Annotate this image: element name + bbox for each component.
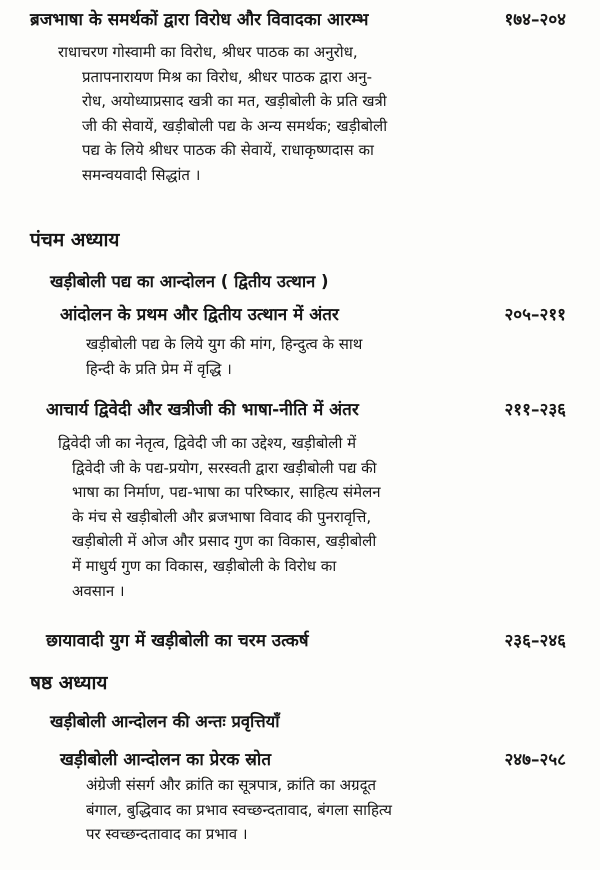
summary-line: अवसान ।	[72, 581, 125, 600]
section-heading: ब्रजभाषा के समर्थकों द्वारा विरोध और विवादका आरम्भ	[30, 10, 369, 30]
page-range: २४७–२५८	[504, 750, 566, 770]
summary-line: राधाचरण गोस्वामी का विरोध, श्रीधर पाठक का अनुरोध,	[58, 43, 358, 61]
entry-summary	[58, 431, 381, 603]
chapter-subtitle: खड़ीबोली पद्य का आन्दोलन ( द्वितीय उत्थान )	[50, 272, 329, 291]
entry-heading: आचार्य द्विवेदी और खत्रीजी की भाषा-नीति में अंतर	[46, 400, 359, 420]
entry-heading: खड़ीबोली आन्दोलन का प्रेरक स्रोत	[60, 750, 272, 770]
entry-summary	[86, 332, 362, 381]
summary-line: द्विवेदी जी के पद्य-प्रयोग, सरस्वती द्वारा खड़ीबोली पद्य की	[72, 458, 377, 477]
summary-line: में माधुर्य गुण का विकास, खड़ीबोली के विरोध का	[72, 556, 337, 575]
summary-line: समन्वयवादी सिद्धांत ।	[82, 165, 201, 184]
summary-line: जी की सेवायें, खड़ीबोली पद्य के अन्य समर्थक; खड़ीबोली	[82, 116, 388, 135]
chapter-title: षष्ठ अध्याय	[30, 672, 108, 694]
summary-line: पर स्वच्छन्दतावाद का प्रभाव ।	[86, 825, 248, 844]
page-range: २३६–२४६	[504, 631, 566, 651]
chapter-title: पंचम अध्याय	[30, 229, 120, 251]
page-range: २०५–२११	[504, 305, 566, 325]
summary-line: खड़ीबोली पद्य के लिये युग की मांग, हिन्दुत्व के साथ	[86, 335, 363, 353]
summary-line: द्विवेदी जी का नेतृत्व, द्विवेदी जी का उद्देश्य, खड़ीबोली में	[58, 434, 357, 452]
chapter-subtitle: खड़ीबोली आन्दोलन की अन्तः प्रवृत्तियाँ	[50, 712, 280, 731]
summary-line: खड़ीबोली में ओज और प्रसाद गुण का विकास, खड़ीबोली	[72, 532, 377, 551]
summary-line: प्रतापनारायण मिश्र का विरोध, श्रीधर पाठक द्वारा अनु-	[82, 67, 372, 86]
summary-line: पद्य के लिये श्रीधर पाठक की सेवायें, राधाकृष्णदास का	[82, 141, 374, 160]
summary-line: अंग्रेजी संसर्ग और क्रांति का सूत्रपात्र, क्रांति का अग्रदूत	[86, 776, 377, 794]
entry-heading: आंदोलन के प्रथम और द्वितीय उत्थान में अंतर	[60, 305, 339, 325]
page-range: २११–२३६	[504, 400, 566, 420]
entry-summary	[86, 773, 392, 847]
section-summary	[58, 40, 387, 188]
summary-line: भाषा का निर्माण, पद्य-भाषा का परिष्कार, साहित्य संमेलन	[72, 483, 381, 502]
page-range: १७४–२०४	[504, 10, 566, 30]
entry-heading: छायावादी युग में खड़ीबोली का चरम उत्कर्ष	[46, 631, 309, 651]
summary-line: हिन्दी के प्रति प्रेम में वृद्धि ।	[86, 359, 232, 378]
summary-line: बंगाल, बुद्धिवाद का प्रभाव स्वच्छन्दतावाद, बंगला साहित्य	[86, 800, 392, 819]
summary-line: रोध, अयोध्याप्रसाद खत्री का मत, खड़ीबोली के प्रति खत्री	[82, 92, 387, 111]
summary-line: के मंच से खड़ीबोली और ब्रजभाषा विवाद की पुनरावृत्ति,	[72, 507, 372, 526]
